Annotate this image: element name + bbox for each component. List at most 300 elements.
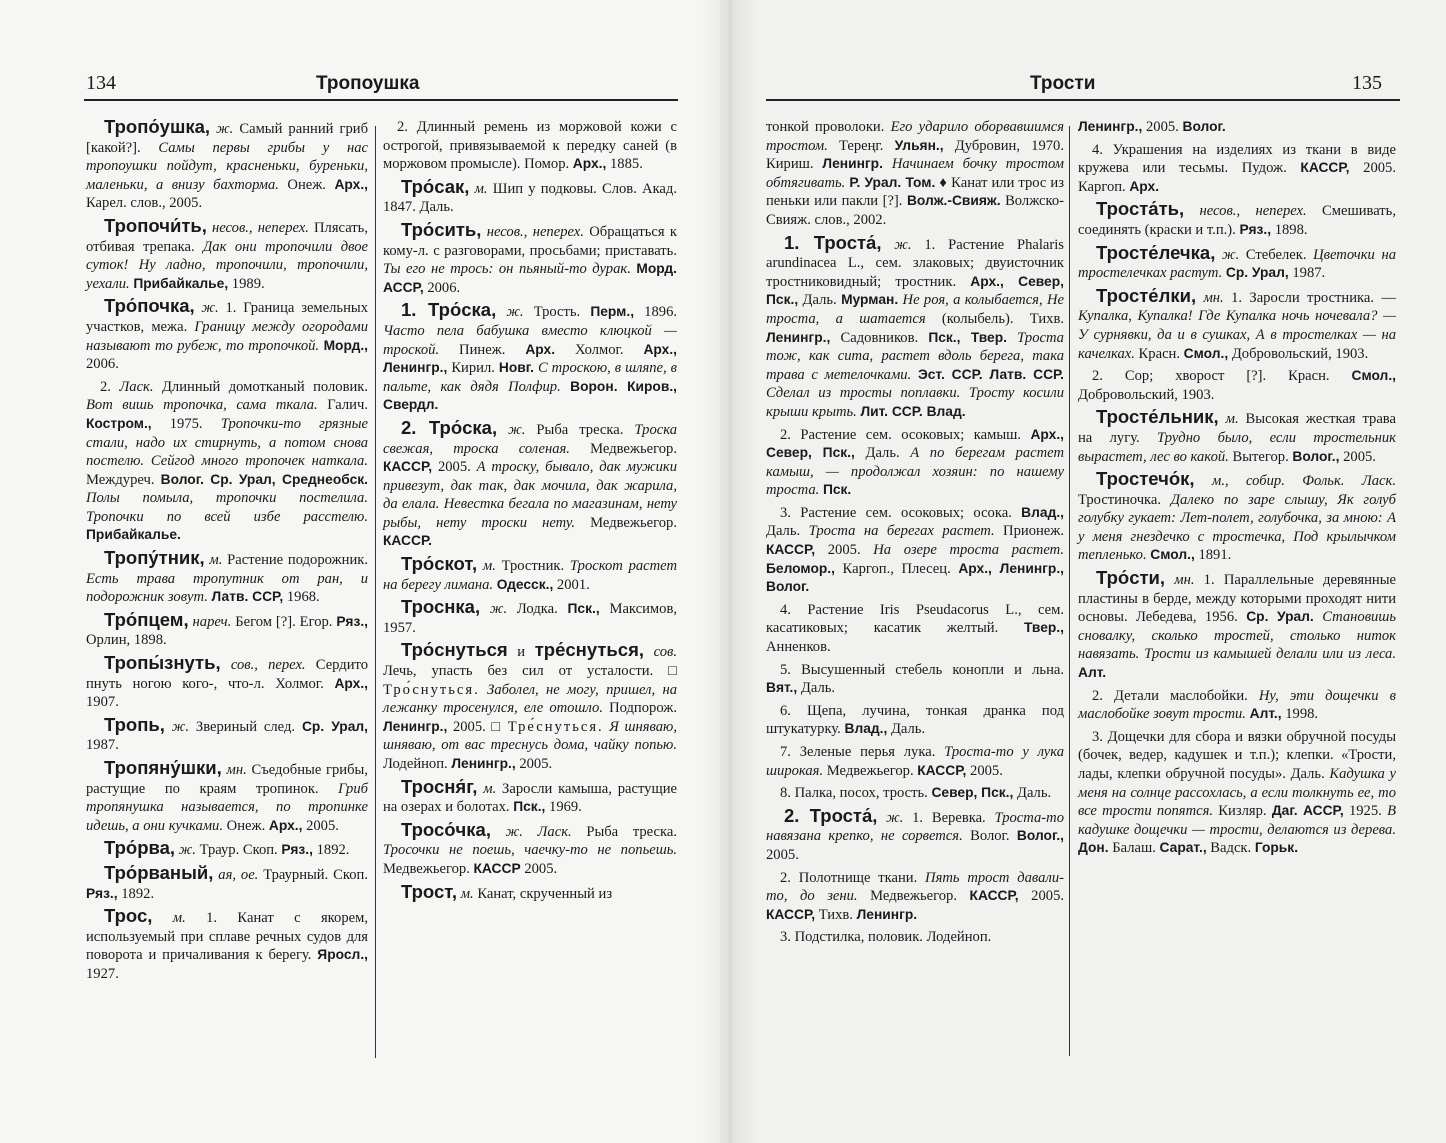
left-page-header — [86, 70, 678, 96]
sense-paragraph — [766, 869, 1064, 925]
headword: Тросо́чка, — [401, 818, 491, 840]
region-label: Смол., — [1351, 368, 1396, 384]
region-label: Ряз., — [336, 613, 368, 629]
definition-text: тонкой проволоки. — [766, 119, 891, 135]
definition-text: Подпорож. — [602, 700, 677, 717]
definition-text: 2005. — [766, 846, 799, 863]
region-label: Волж.-Свияж. — [906, 193, 1001, 209]
definition-text: 4. Украшения на изделиях из ткани в виде кружева или тесьмы. Пудож. — [1078, 141, 1396, 177]
region-label: Смол., — [1183, 345, 1229, 361]
headword: 1. Троста́, — [784, 231, 882, 253]
example-text: На озере троста растет. — [873, 542, 1065, 559]
definition-text: Лодейноп. — [383, 756, 452, 772]
headword: Тро́рва, — [104, 837, 176, 859]
region-label: Ленингр., — [1078, 119, 1143, 134]
region-label: Пск., Твер. — [928, 329, 1007, 345]
definition-text: Максимов, 1957. — [383, 601, 678, 636]
region-label: КАССР, — [766, 542, 816, 558]
definition-text: 1. Заросли тростника. — — [1223, 289, 1396, 306]
definition-text — [1314, 609, 1322, 625]
definition-text: Волог. — [962, 828, 1017, 845]
region-label: Одесск., — [496, 576, 554, 592]
definition-text: Канат, скрученный из — [473, 885, 613, 902]
example-text: Полы помыла, тропочки постелила. Тропочки по всей избе расстелю. — [86, 490, 368, 525]
definition-text: 2005. — [1339, 448, 1376, 465]
definition-text: 1. Канат с якорем, используемый при сплаве речных судов для поворота и причаливания к берегу. — [86, 910, 368, 964]
dictionary-entry — [86, 713, 368, 755]
definition-text: 1892. — [117, 885, 155, 902]
sense-paragraph — [86, 378, 368, 545]
region-label: Латв. ССР, — [211, 589, 284, 605]
definition-text: 1987. — [1288, 265, 1326, 282]
dictionary-entry — [86, 654, 368, 712]
headword: Тро́сак, — [401, 175, 470, 197]
region-label: Смол., — [1150, 547, 1195, 563]
definition-text: Даль. — [887, 721, 926, 738]
example-text: Троста-то навязана крепко, не сорвется. — [766, 809, 1064, 845]
definition-text: 1. Растение Phalaris arundinacea L., сем. злаковых; двуисточник тростниковидный; тростник. — [766, 236, 1064, 290]
region-label: Ряз., — [86, 885, 118, 901]
dictionary-entry — [86, 861, 368, 903]
headword: Тропо́ушка, — [104, 116, 211, 137]
dictionary-entry — [1078, 241, 1397, 283]
definition-text: 7. Зеленые перья лука. — [780, 744, 945, 760]
definition-text: Обращаться к кому-л. с разговорами, просьбами; приставать. — [383, 223, 677, 259]
region-label: Лит. ССР. Влад. — [860, 403, 966, 419]
region-label: Арх., — [572, 156, 607, 172]
example-text: С троскою, в шляпе, в пальте, как дядя Полфир. — [383, 360, 677, 395]
example-text: Сделал из тросты поплавки. Тросту косили крыши крыть. — [766, 385, 1064, 420]
definition-text: 2005. — [1142, 119, 1183, 135]
grammar-label: Ласк. — [119, 378, 154, 395]
example-text: Троскот растет на берегу лимана. — [383, 558, 677, 593]
definition-text: 8. Палка, посох, трость. — [780, 785, 932, 802]
headword: Тросня́г, — [401, 775, 478, 797]
definition-text: Тереңг. — [827, 137, 895, 154]
dictionary-entry — [1078, 569, 1396, 683]
definition-text: 2. Сор; хворост [?]. Красн. — [1092, 368, 1352, 385]
region-label: Сарат., — [1159, 840, 1207, 856]
definition-text: Даль. — [766, 523, 809, 540]
page-number-right: 135 — [1352, 72, 1382, 94]
definition-text: 1892. — [312, 842, 350, 859]
grammar-label: ж. — [877, 809, 904, 826]
definition-text: (колыбель). Тихв. — [925, 310, 1064, 327]
headword: Тросте́лки, — [1096, 284, 1197, 306]
definition-text: 1975. — [151, 415, 221, 432]
dictionary-entry — [766, 118, 1064, 230]
definition-text: Орлин, 1898. — [86, 632, 167, 649]
sense-paragraph — [383, 118, 677, 174]
definition-text: 1896. — [634, 304, 678, 321]
definition-text: 1907. — [86, 694, 119, 711]
definition-text: 1998. — [1281, 706, 1319, 723]
example-text: Есть трава тропутник от ран, и подорожник зовут. — [86, 570, 368, 606]
definition-text — [883, 156, 892, 172]
definition-text — [1007, 330, 1017, 346]
definition-text: Прионеж. — [994, 523, 1065, 540]
region-label: Перм., — [590, 304, 635, 320]
region-label: Арх. — [1129, 178, 1160, 194]
column-3 — [766, 118, 1064, 951]
definition-text: 1898. — [1271, 221, 1308, 238]
dictionary-entry — [383, 218, 677, 297]
headword: Тро́скот, — [401, 553, 478, 575]
definition-text: Галич. — [317, 397, 368, 414]
dictionary-entry — [383, 555, 677, 594]
definition-text: Шип у подковы. Слов. Акад. 1847. Даль. — [383, 180, 677, 216]
definition-text: ♦ Канат или трос из пеньки или пакли [?]. — [766, 174, 1065, 210]
definition-text: 1. Параллельные деревянные пластины в берде, между которыми проходят нити основы. Лебедева, 1956. — [1078, 572, 1396, 626]
definition-text: 2005. — [302, 817, 339, 834]
headword: 2. Тро́ска, — [401, 416, 498, 438]
region-label: Алт. — [1078, 665, 1107, 681]
grammar-label: ж. — [497, 421, 526, 438]
definition-text: Медвежьегор. — [575, 514, 677, 531]
grammar-label: ж. — [164, 718, 190, 735]
region-label: Пск., — [513, 799, 546, 815]
definition-text: Медвежьегор. — [823, 762, 918, 779]
definition-text — [911, 367, 918, 383]
column-1 — [86, 118, 368, 988]
definition-text: Красн. — [1134, 345, 1184, 362]
dictionary-entry — [1078, 118, 1396, 137]
definition-text: 2005. — [1018, 888, 1065, 905]
dictionary-entry — [766, 231, 1064, 422]
definition-text: 2. Детали маслобойки. — [1092, 687, 1259, 704]
definition-text: Междуреч. — [86, 471, 161, 488]
region-label: Яросл., — [317, 947, 368, 963]
region-label: Ср. Урал, — [301, 718, 368, 734]
definition-text: 4. Растение Iris Pseudacorus L., сем. касатиковых; касатик желтый. — [766, 601, 1064, 637]
region-label: Ленингр. — [822, 156, 883, 172]
headword: Тропочи́ть, — [104, 214, 207, 236]
definition-text: Анненков. — [766, 639, 831, 656]
region-label: Ряз., — [1239, 221, 1272, 237]
header-rule-left — [84, 99, 678, 101]
grammar-label: несов., неперех. — [481, 223, 584, 240]
dictionary-entry — [86, 608, 368, 650]
grammar-label: м. — [457, 885, 474, 902]
definition-text: Онеж. — [278, 176, 335, 193]
dictionary-entry — [86, 549, 368, 607]
definition-text: Длинный домотканый половик. — [153, 378, 369, 395]
headword: Трост, — [401, 880, 458, 902]
definition-text: 3. Дощечки для сбора и вязки обручной посуды (бочек, ведер, кадушек и т.п.); клепки. «Трости, лады, клепки обручной посуды». Даль. — [1078, 728, 1396, 782]
example-text: Троста-то у лука широкая. — [766, 744, 1064, 779]
dictionary-entry — [1078, 408, 1396, 466]
definition-text: Высокая жесткая трава на лугу. — [1078, 411, 1396, 446]
definition-text: 2006. — [86, 356, 119, 373]
definition-text: Тростиночка. — [1078, 491, 1171, 508]
definition-text: 2001. — [553, 576, 590, 593]
sense-paragraph — [766, 601, 1064, 657]
definition-text: Онеж. — [223, 817, 269, 834]
grammar-label: мн. — [1165, 572, 1195, 589]
definition-text: Лечь, упасть без сил от усталости. □ — [383, 663, 677, 680]
definition-text: 5. Высушенный стебель конопли и льна. — [780, 661, 1064, 678]
grammar-label: мн. — [1196, 289, 1224, 306]
definition-text: 1968. — [283, 589, 320, 606]
region-label: Ср. Урал. — [1246, 609, 1314, 625]
sense-paragraph — [766, 661, 1064, 698]
headword: Тро́пцем, — [104, 608, 189, 630]
grammar-label: сов. — [644, 644, 678, 661]
definition-text: Пинеж. — [439, 341, 526, 358]
definition-text: 1891. — [1194, 547, 1232, 564]
region-label: Ворон. Киров., Свердл. — [383, 378, 677, 413]
region-label: Пск., — [567, 601, 600, 617]
definition-text: Балаш. — [1108, 840, 1160, 857]
region-label: КАССР, — [1300, 160, 1350, 176]
definition-text: 2. Полотнище ткани. — [780, 869, 926, 886]
headword: Тро́рваный, — [104, 861, 214, 883]
definition-text: Трость. — [523, 304, 591, 321]
definition-text: Садовников. — [830, 329, 929, 346]
definition-text: 2005. — [520, 860, 558, 877]
definition-text: 6. Щепа, лучина, тонкая дранка под штукатурку. — [766, 702, 1064, 738]
example-text: Границу между огородами называют то рубеж, то тропочкой. — [86, 318, 368, 354]
definition-text: Волжско-Свияж. слов., 2002. — [766, 193, 1064, 228]
definition-text: 1885. — [606, 156, 643, 173]
grammar-label: м. — [469, 180, 488, 197]
sense-paragraph — [766, 784, 1064, 803]
grammar-label: м. — [152, 910, 186, 927]
grammar-label: ж. — [194, 300, 219, 317]
headword: Тро́почка, — [104, 295, 195, 317]
left-page — [0, 0, 720, 1143]
dictionary-entry — [86, 118, 368, 213]
definition-text: 3. Подстилка, половик. Лодейноп. — [780, 929, 992, 946]
definition-text: 2005. □ — [447, 718, 508, 735]
dictionary-entry — [383, 175, 677, 217]
headword: Тро́сти, — [1096, 567, 1166, 589]
example-text: Начинаем бочку тростом обтягивать. — [766, 156, 1064, 191]
definition-text: Стебелек. — [1239, 246, 1314, 263]
headword: 2. Троста́, — [784, 804, 878, 826]
definition-text: Даль. — [1013, 785, 1052, 802]
region-label: Прибайкалье, — [133, 275, 229, 291]
example-text: Его ударило оборвавшимся тростом. — [766, 119, 1064, 154]
grammar-label: ж. — [175, 842, 196, 859]
region-label: КАССР, — [917, 762, 967, 778]
example-text: Заболел, не могу, пришел, на лежанку тросенулся, еле отошло. — [383, 681, 677, 717]
definition-text: 2. Растение сем. осоковых; камыш. — [780, 426, 1031, 443]
definition-text: Медвежьегор. — [569, 440, 677, 457]
definition-text — [561, 379, 570, 395]
example-text: Купалка, Купалка! Где Купалка ночь ночевала? — У сурнявки, да и в сушках, А в тростелках — на качелках. — [1078, 308, 1396, 362]
grammar-label: несов., неперех. — [206, 219, 309, 236]
definition-text: Рыба треска. — [571, 823, 677, 840]
dictionary-entry — [383, 641, 677, 773]
example-text: Часто пела бабушка вместо клюцкой — троской. — [383, 322, 677, 358]
definition-text: 1. Веревка. — [903, 809, 995, 826]
definition-text: Даль. — [797, 680, 836, 697]
example-text: Не роя, а колыбается, Не троста, а шатается — [766, 292, 1064, 327]
example-text: Тропочки-то грязные стали, надо их стирнуть, а потом снова постелю. Сейгод много тропочек наткала. — [86, 415, 368, 470]
definition-text: 2006. — [423, 279, 461, 296]
region-label: Беломор., — [766, 560, 835, 576]
headword: Тросте́лечка, — [1096, 241, 1216, 263]
page-number-left: 134 — [86, 72, 116, 94]
headword: 1. Тро́ска, — [401, 299, 497, 321]
grammar-label: ж. — [881, 236, 912, 253]
definition-text: Добровольский, 1903. — [1078, 386, 1215, 403]
definition-text: 3. Растение сем. осоковых; осока. — [780, 504, 1022, 521]
definition-text: Медвежьегор. — [383, 860, 474, 877]
grammar-label: мн. — [221, 762, 247, 778]
definition-text: Медвежьегор. — [857, 888, 970, 905]
definition-text: Каргоп., Плесец. — [834, 560, 959, 577]
region-label: Костром., — [86, 415, 152, 431]
headword: Тро́снуться — [401, 639, 508, 661]
definition-text: 2005. — [966, 762, 1003, 779]
example-text: Троска свежая, троска соленая. — [383, 421, 678, 457]
definition-text: Смешивать, соединять (краски и т.п.). — [1078, 203, 1396, 238]
definition-text: Даль. — [798, 292, 842, 309]
definition-text: Заросли камыша, растущие на озерах и болотах. — [383, 780, 677, 816]
definition-text: Рыба треска. — [525, 421, 635, 438]
running-head-right: Трости — [1030, 73, 1096, 94]
region-label: Арх., Ленингр., — [383, 341, 677, 376]
definition-text: 1987. — [86, 737, 119, 754]
definition-text: 2005. Каргоп. — [1078, 160, 1397, 195]
definition-text: 2005. — [515, 756, 553, 772]
example-text: Пять трост давали-то, до зени. — [766, 869, 1064, 905]
region-label: КАССР, — [969, 888, 1019, 904]
definition-text: Самый ранний гриб [какой?]. — [86, 121, 368, 156]
headword: тре́снуться, — [534, 639, 645, 661]
region-label: Морд. АССР, — [383, 261, 677, 295]
definition-text: Вадск. — [1206, 840, 1255, 857]
definition-text: 1969. — [545, 799, 582, 816]
definition-text: 1925. — [1343, 803, 1388, 820]
grammar-label: м., собир. Фольк. Ласк. — [1194, 473, 1396, 490]
region-label: Дон. — [1078, 840, 1109, 856]
example-text: Самы первы грибы у нас тропоушки пойдут, красненьки, буреньки, маленьки, а внизу бахторма. — [86, 139, 369, 193]
example-text: Гриб тропянушка называется, по тропинке идешь, а они кучками. — [86, 780, 368, 834]
grammar-label: ж. Ласк. — [490, 823, 572, 840]
dictionary-entry — [86, 214, 369, 293]
region-label: Морд., — [323, 337, 368, 353]
sense-paragraph — [1078, 687, 1396, 724]
region-label: Влад., — [844, 721, 888, 737]
region-label: Волог., — [1292, 448, 1340, 464]
region-label: Горьк. — [1254, 840, 1299, 856]
dictionary-entry — [383, 416, 678, 551]
headword: Трос, — [104, 905, 153, 927]
definition-text: Звериный след. — [189, 718, 302, 735]
definition-text: 2005. — [432, 459, 477, 476]
region-label: Арх., Север, Пск., — [766, 273, 1064, 308]
example-text: Становишь сновалку, сколько тростей, столько ниток навязать. Трости из камышей делали или из леса. — [1078, 609, 1396, 663]
grammar-label: нареч. — [188, 613, 232, 630]
definition-text: Лодка. — [507, 601, 568, 618]
sense-paragraph — [1078, 728, 1396, 858]
region-label: Ленингр., — [383, 718, 448, 734]
grammar-label: ж. — [480, 601, 508, 618]
region-label: Волог., — [1016, 828, 1065, 844]
region-label: Волог. Ср. Урал, Среднеобск. — [160, 471, 368, 487]
dictionary-entry — [383, 301, 677, 415]
grammar-label: м. — [477, 780, 497, 797]
grammar-label: м. — [477, 558, 496, 575]
headword: Троснка, — [401, 596, 481, 618]
dictionary-entry — [86, 759, 368, 835]
region-label: Арх. — [525, 341, 556, 357]
grammar-label: ж. — [496, 304, 524, 321]
headword: Тропу́тник, — [104, 547, 205, 569]
grammar-label: ая, ое. — [213, 866, 259, 883]
example-text: Трудно было, если тростельник вырастет, лес во какой. — [1078, 429, 1396, 465]
dictionary-entry — [383, 775, 677, 817]
region-label: Ленингр., — [766, 329, 831, 345]
sense-paragraph — [766, 504, 1064, 597]
region-label: Твер., — [1024, 620, 1064, 636]
definition-text: и — [507, 644, 535, 661]
grammar-label: сов., перех. — [220, 657, 306, 674]
region-label: Алт., — [1249, 706, 1282, 722]
definition-text: Тростник. — [495, 558, 570, 575]
dictionary-entry — [86, 907, 368, 983]
column-divider-left — [375, 126, 376, 1058]
sense-paragraph — [766, 743, 1064, 780]
example-text: Троста на берегах растет. — [808, 523, 995, 540]
region-label: Арх., Север, Пск., — [766, 426, 1064, 461]
dictionary-entry — [86, 839, 368, 860]
headword: Тропь, — [104, 713, 165, 735]
region-label: Арх., Ленингр., Волог. — [766, 560, 1064, 595]
region-label: Влад., — [1021, 504, 1064, 520]
example-text: Вот вишь тропочка, сама ткала. — [86, 397, 318, 414]
example-text: Ты его не трось: он пьяный-то дурак. — [383, 261, 631, 278]
region-label: Прибайкалье. — [86, 527, 181, 543]
grammar-label: м. — [204, 552, 223, 569]
definition-text: 2005. — [815, 542, 874, 559]
sense-paragraph — [1078, 141, 1396, 197]
sense-paragraph — [766, 702, 1064, 739]
headword: Тропы́знуть, — [104, 652, 221, 674]
grammar-label: несов., неперех. — [1184, 203, 1307, 220]
example-text: Далеко по заре слышу, Як голуб голубку гукает: Лет-полет, голубочка, за мною: А у меня гнездечко с тростечка, Под крылычком тепленько. — [1078, 491, 1396, 564]
column-2 — [383, 118, 677, 907]
dictionary-entry — [86, 297, 368, 373]
example-text: Троста тож, как сита, растет вдоль берега, така трава с метелочками. — [766, 329, 1064, 383]
definition-text: 2. — [100, 378, 120, 395]
region-label: Вят., — [766, 680, 798, 696]
definition-text: Тихв. — [815, 906, 857, 923]
region-label: Даг. АССР, — [1271, 803, 1344, 819]
headword: Троста́ть, — [1096, 198, 1185, 220]
definition-text: Сердито пнуть ногою кого-, что-л. Холмог. — [86, 657, 368, 692]
example-text: Я шняваю, шняваю, от вас треснусь дома, чайку попью. — [383, 718, 677, 754]
example-text: Цветочки на тростелечках растут. — [1078, 246, 1397, 282]
headword: Тропяну́шки, — [104, 757, 222, 778]
definition-text: 2. Длинный ремень из моржовой кожи с острогой, привязываемой к передку саней (в моржовом промысле). Помор. — [383, 119, 677, 173]
region-label: КАССР — [473, 860, 521, 876]
headword: Тро́сить, — [401, 218, 482, 240]
region-label: Ленингр. — [856, 906, 918, 922]
definition-text: Холмог. — [555, 341, 644, 358]
right-page — [720, 0, 1446, 1143]
region-label: Арх., — [334, 176, 368, 192]
spaced-variant: Тро́снуться. — [383, 681, 480, 698]
region-label: Ряз., — [281, 842, 313, 858]
region-label: Р. Урал. Том. — [849, 174, 936, 190]
definition-text: Вытегор. — [1228, 448, 1293, 465]
headword: Тростечо́к, — [1096, 468, 1195, 490]
example-text: Дак они тропочили двое суток! Ну ладно, тропочили, тропочили, уехали. — [86, 238, 369, 292]
